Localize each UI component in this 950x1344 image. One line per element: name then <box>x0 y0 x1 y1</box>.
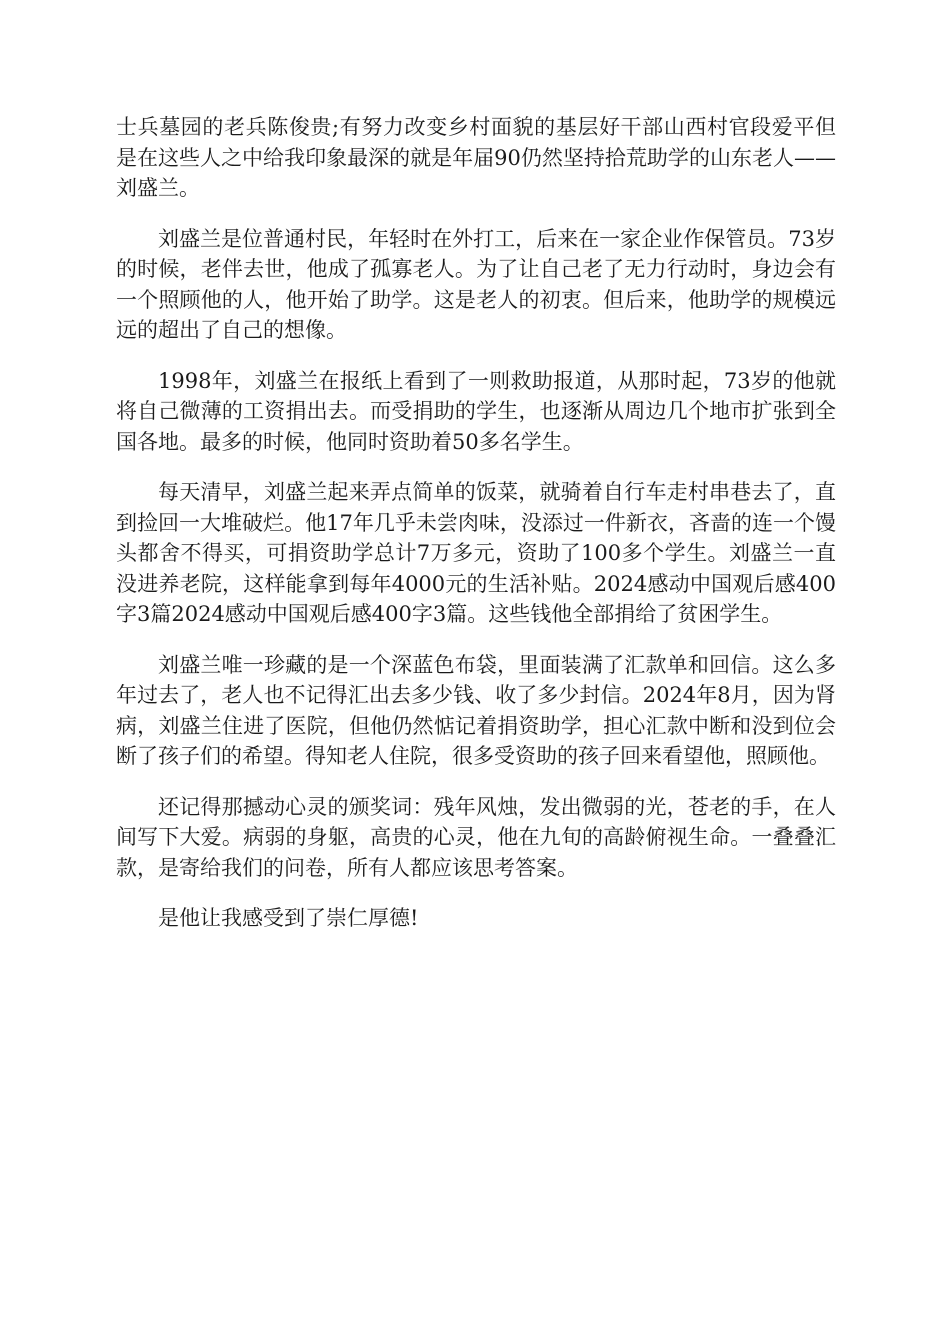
paragraph-3: 1998年，刘盛兰在报纸上看到了一则救助报道，从那时起，73岁的他就将自己微薄的工资捐出去。而受捐助的学生，也逐渐从周边几个地市扩张到全国各地。最多的时候，他同时资助着50多名学生。 <box>116 368 836 454</box>
paragraph-6: 还记得那撼动心灵的颁奖词：残年风烛，发出微弱的光，苍老的手，在人间写下大爱。病弱的身躯，高贵的心灵，他在九旬的高龄俯视生命。一叠叠汇款，是寄给我们的问卷，所有人都应该思考答案。 <box>116 794 836 880</box>
paragraph-7: 是他让我感受到了崇仁厚德! <box>158 906 419 930</box>
paragraph-2: 刘盛兰是位普通村民，年轻时在外打工，后来在一家企业作保管员。73岁的时候，老伴去世，他成了孤寡老人。为了让自己老了无力行动时，身边会有一个照顾他的人，他开始了助学。这是老人的初衷。但后来，他助学的规模远远的超出了自己的想像。 <box>116 226 836 342</box>
paragraph-5: 刘盛兰唯一珍藏的是一个深蓝色布袋，里面装满了汇款单和回信。这么多年过去了，老人也不记得汇出去多少钱、收了多少封信。2024年8月，因为肾病，刘盛兰住进了医院，但他仍然惦记着捐资助学，担心汇款中断和没到位会断了孩子们的希望。得知老人住院，很多受资助的孩子回来看望他，照顾他。 <box>116 652 836 768</box>
paragraph-4: 每天清早，刘盛兰起来弄点简单的饭菜，就骑着自行车走村串巷去了，直到捡回一大堆破烂。他17年几乎未尝肉味，没添过一件新衣，吝啬的连一个馒头都舍不得买，可捐资助学总计7万多元，资助了100多个学生。刘盛兰一直没进养老院，这样能拿到每年4000元的生活补贴。2024感动中国观后感400字3篇2024感动中国观后感400字3篇。这些钱他全部捐给了贫困学生。 <box>116 480 836 626</box>
document-page <box>116 112 836 954</box>
paragraph-1: 士兵墓园的老兵陈俊贵;有努力改变乡村面貌的基层好干部山西村官段爱平但是在这些人之中给我印象最深的就是年届90仍然坚持拾荒助学的山东老人——刘盛兰。 <box>116 115 836 200</box>
